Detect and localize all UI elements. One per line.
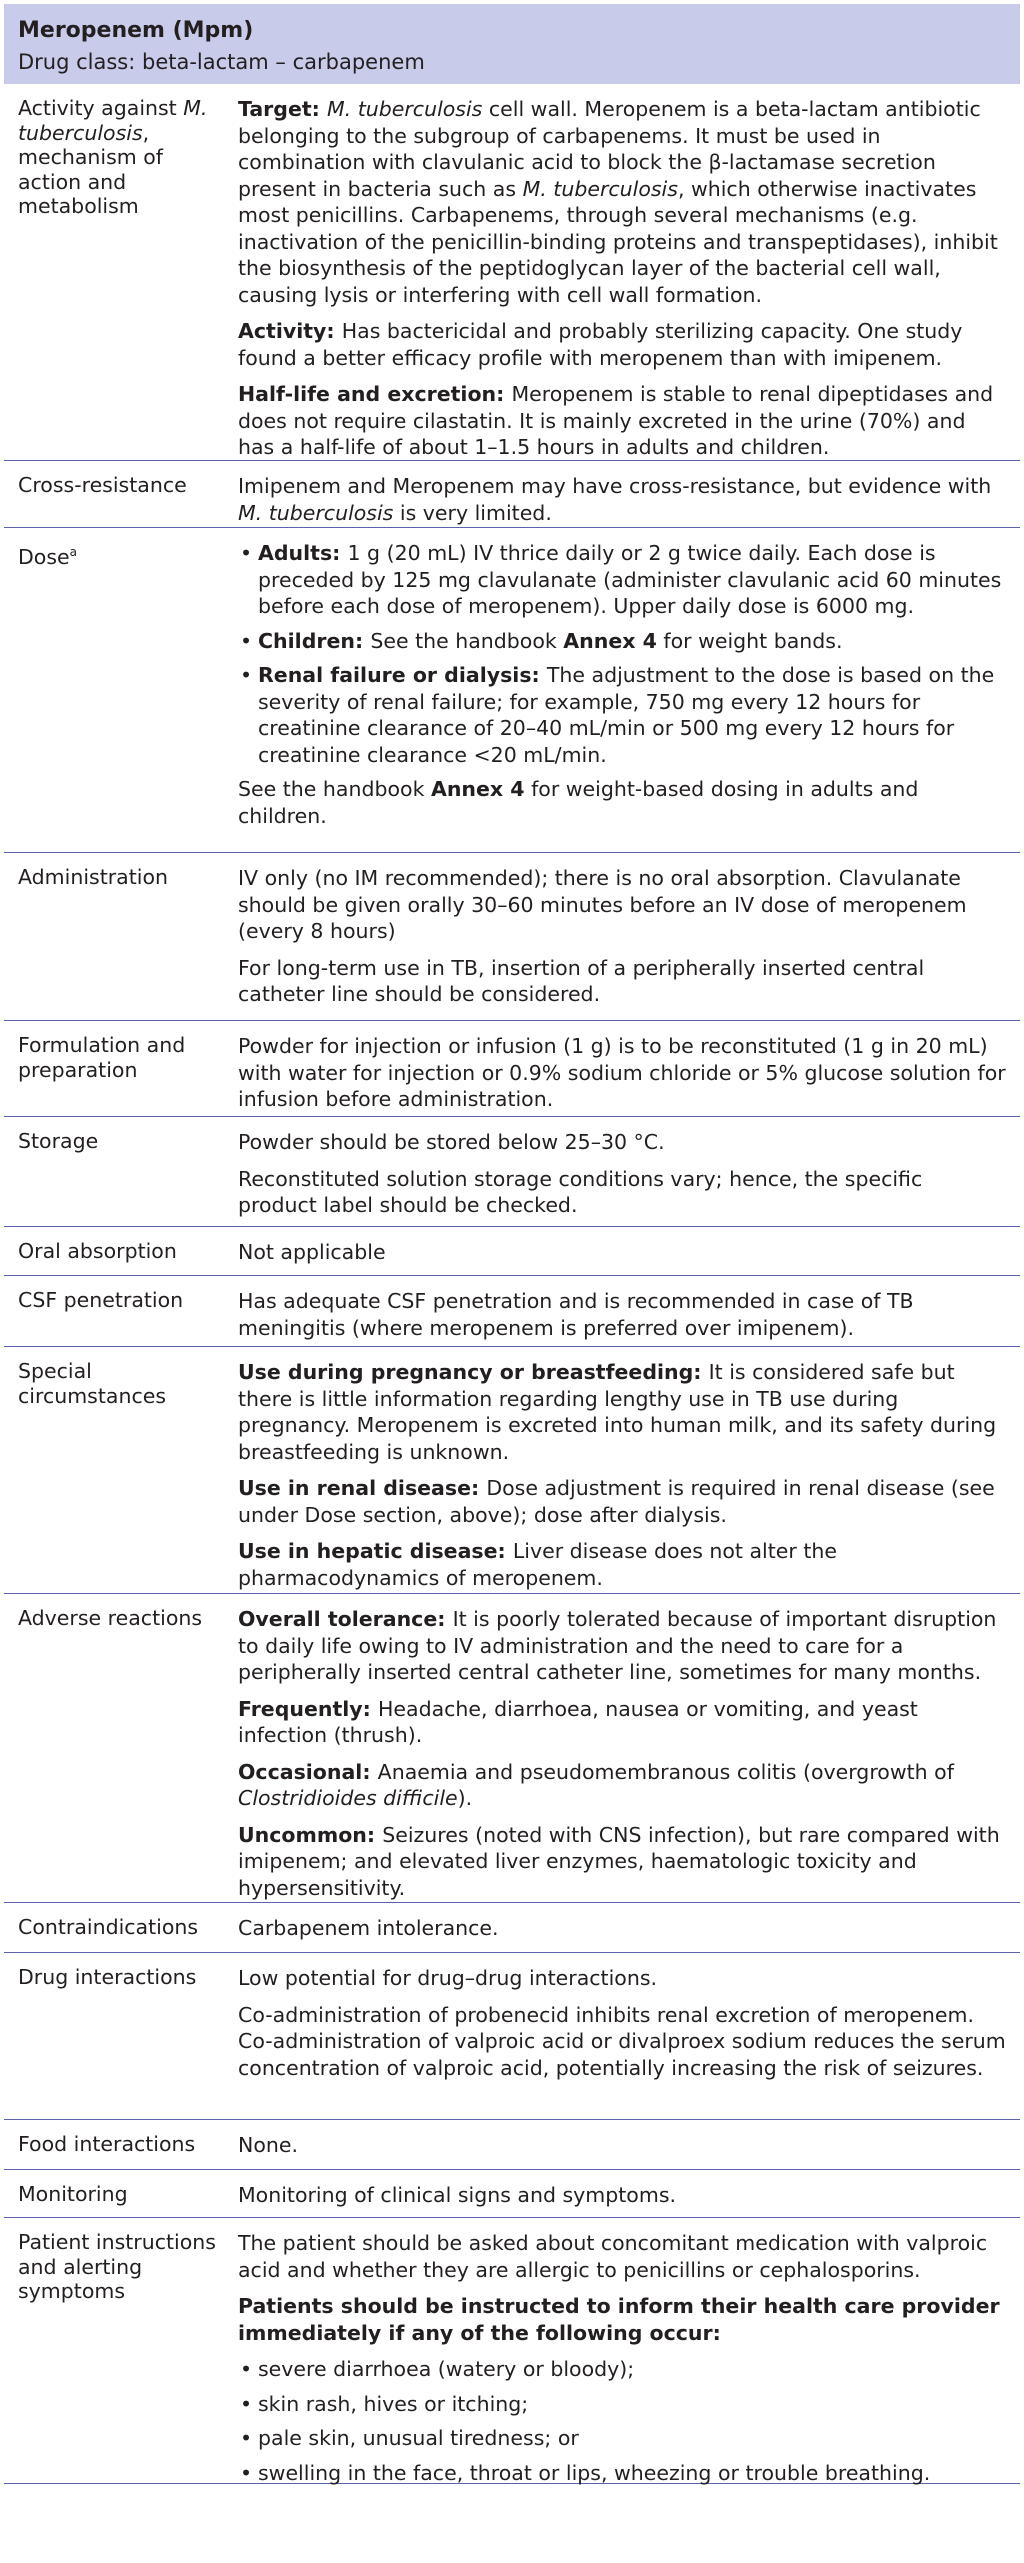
row-content [226, 2218, 1020, 2483]
drug-title: Meropenem (Mpm) [18, 18, 254, 43]
list-item: • pale skin, unusual tiredness; or [238, 2425, 1006, 2452]
patient-p2: Patients should be instructed to inform their health care provider immediately if any of the following occur: [238, 2294, 1000, 2345]
list-item: • Renal failure or dialysis: The adjustment to the dose is based on the severity of renal failure; for example, 750 mg every 12 hours for creatinine clearance of 20–40 mL/min or 500 mg every 12 hours for creatinine clearance <20 mL/min. [238, 662, 1006, 768]
row-dose [4, 528, 1020, 853]
row-csf-penetration [4, 1276, 1020, 1347]
row-formulation [4, 1021, 1020, 1117]
row-adverse-reactions [4, 1594, 1020, 1903]
row-label: CSF penetration [18, 1288, 184, 1312]
row-content [226, 1594, 1020, 1902]
hepatic-paragraph: Use in hepatic disease: Liver disease does not alter the pharmacodynamics of meropenem. [238, 1539, 837, 1590]
row-content [226, 2170, 1020, 2217]
administration-p1: IV only (no IM recommended); there is no oral absorption. Clavulanate should be given orally 30–60 minutes before an IV dose of meropenem (every 8 hours) [238, 866, 967, 943]
row-label: Dose$^a$ [18, 544, 77, 569]
contraindications-text: Carbapenem intolerance. [238, 1916, 499, 1940]
renal-paragraph: Use in renal disease: Dose adjustment is required in renal disease (see under Dose section, above); dose after dialysis. [238, 1476, 995, 1527]
row-monitoring [4, 2170, 1020, 2218]
row-content [226, 1953, 1020, 2119]
list-item: • severe diarrhoea (watery or bloody); [238, 2356, 1006, 2383]
row-label: Food interactions [18, 2132, 196, 2156]
row-contraindications [4, 1903, 1020, 1953]
row-content [226, 461, 1020, 527]
drug-interactions-p1: Low potential for drug–drug interactions. [238, 1966, 658, 1990]
occasional-paragraph: Occasional: Anaemia and pseudomembranous colitis (overgrowth of Clostridioides difficile). [238, 1759, 954, 1810]
formulation-text: Powder for injection or infusion (1 g) is to be reconstituted (1 g in 20 mL) with water for injection or 0.9% sodium chloride or 5% glucose solution for infusion before administration. [238, 1034, 1006, 1111]
frequently-paragraph: Frequently: Headache, diarrhoea, nausea or vomiting, and yeast infection (thrush). [238, 1696, 918, 1747]
drug-class: Drug class: beta-lactam – carbapenem [18, 50, 425, 74]
row-activity [4, 84, 1020, 461]
row-label: Adverse reactions [18, 1606, 203, 1630]
row-food-interactions [4, 2120, 1020, 2170]
activity-paragraph: Activity: Has bactericidal and probably sterilizing capacity. One study found a better efficacy profile with meropenem than with imipenem. [238, 319, 963, 370]
drug-interactions-p2: Co-administration of probenecid inhibits renal excretion of meropenem. Co-administration of valproic acid or divalproex sodium reduces the serum concentration of valproic acid, potentially increasing the risk of seizures. [238, 2002, 1006, 2080]
storage-p1: Powder should be stored below 25–30 °C. [238, 1130, 665, 1154]
row-label: Activity against M. tuberculosis, mechanism of action and metabolism [18, 96, 208, 218]
dose-see-annex: See the handbook Annex 4 for weight-based dosing in adults and children. [238, 777, 919, 828]
list-item: • Adults: 1 g (20 mL) IV thrice daily or 2 g twice daily. Each dose is preceded by 125 mg clavulanate (administer clavulanic acid 60 minutes before each dose of meropenem). Upper daily dose is 6000 mg. [238, 540, 1006, 620]
list-item: • swelling in the face, throat or lips, wheezing or trouble breathing. [238, 2460, 1006, 2487]
row-patient-instructions [4, 2218, 1020, 2484]
row-label: Monitoring [18, 2182, 128, 2206]
row-cross-resistance [4, 461, 1020, 528]
row-label: Storage [18, 1129, 99, 1153]
row-label: Administration [18, 865, 169, 889]
row-content [226, 2120, 1020, 2169]
row-administration [4, 853, 1020, 1021]
administration-p2: For long-term use in TB, insertion of a peripherally inserted central catheter line should be considered. [238, 955, 925, 1006]
row-content [226, 1276, 1020, 1346]
table-header [4, 4, 1020, 84]
list-item: • Children: See the handbook Annex 4 for weight bands. [238, 628, 1006, 655]
csf-text: Has adequate CSF penetration and is recommended in case of TB meningitis (where meropenem is preferred over imipenem). [238, 1289, 914, 1340]
drug-monograph-table [4, 4, 1020, 2484]
row-storage [4, 1117, 1020, 1227]
row-special-circumstances [4, 1347, 1020, 1594]
row-label: Formulation and preparation [18, 1033, 186, 1082]
monitoring-text: Monitoring of clinical signs and symptoms. [238, 2183, 677, 2207]
row-label: Cross-resistance [18, 473, 187, 497]
row-content [226, 1903, 1020, 1952]
overall-tolerance-paragraph: Overall tolerance: It is poorly tolerated because of important disruption to daily life owing to IV administration and the need to care for a peripherally inserted central catheter line, sometimes for many months. [238, 1607, 997, 1684]
row-label: Drug interactions [18, 1965, 197, 1989]
row-drug-interactions [4, 1953, 1020, 2120]
patient-p1: The patient should be asked about concomitant medication with valproic acid and whether they are allergic to penicillins or cephalosporins. [238, 2231, 988, 2282]
uncommon-paragraph: Uncommon: Seizures (noted with CNS infection), but rare compared with imipenem; and elevated liver enzymes, haematologic toxicity and hypersensitivity. [238, 1822, 1000, 1900]
row-label: Oral absorption [18, 1239, 177, 1263]
row-content [226, 84, 1020, 460]
row-content [226, 1227, 1020, 1275]
row-content [226, 1347, 1020, 1593]
food-text: None. [238, 2133, 298, 2157]
alerting-symptoms-list [238, 2356, 1006, 2486]
dose-list [238, 540, 1006, 768]
oral-absorption-text: Not applicable [238, 1240, 386, 1264]
row-content [226, 853, 1020, 1020]
row-label: Special circumstances [18, 1359, 167, 1408]
list-item: • skin rash, hives or itching; [238, 2391, 1006, 2418]
target-paragraph: Target: M. tuberculosis cell wall. Meropenem is a beta-lactam antibiotic belonging to the subgroup of carbapenems. It must be used in combination with clavulanic acid to block the β-lactamase secretion present in bacteria such as M. tuberculosis, which otherwise inactivates most penicillins. Carbapenems, through several mechanisms (e.g. inactivation of the penicillin-binding proteins and transpeptidases), inhibit the biosynthesis of the peptidoglycan layer of the bacterial cell wall, causing lysis or interfering with cell wall formation. [238, 97, 998, 307]
row-oral-absorption [4, 1227, 1020, 1276]
row-content [226, 1021, 1020, 1116]
row-content [226, 1117, 1020, 1226]
cross-resistance-text: Imipenem and Meropenem may have cross-resistance, but evidence with M. tuberculosis is very limited. [238, 474, 992, 525]
pregnancy-paragraph: Use during pregnancy or breastfeeding: It is considered safe but there is little information regarding lengthy use in TB use during pregnancy. Meropenem is excreted into human milk, and its safety during breastfeeding is unknown. [238, 1360, 997, 1464]
row-content [226, 528, 1020, 852]
storage-p2: Reconstituted solution storage conditions vary; hence, the specific product label should be checked. [238, 1166, 923, 1217]
halflife-paragraph: Half-life and excretion: Meropenem is stable to renal dipeptidases and does not require cilastatin. It is mainly excreted in the urine (70%) and has a half-life of about 1–1.5 hours in adults and children. [238, 382, 994, 459]
row-label: Patient instructions and alerting symptoms [18, 2230, 216, 2303]
row-label: Contraindications [18, 1915, 199, 1939]
